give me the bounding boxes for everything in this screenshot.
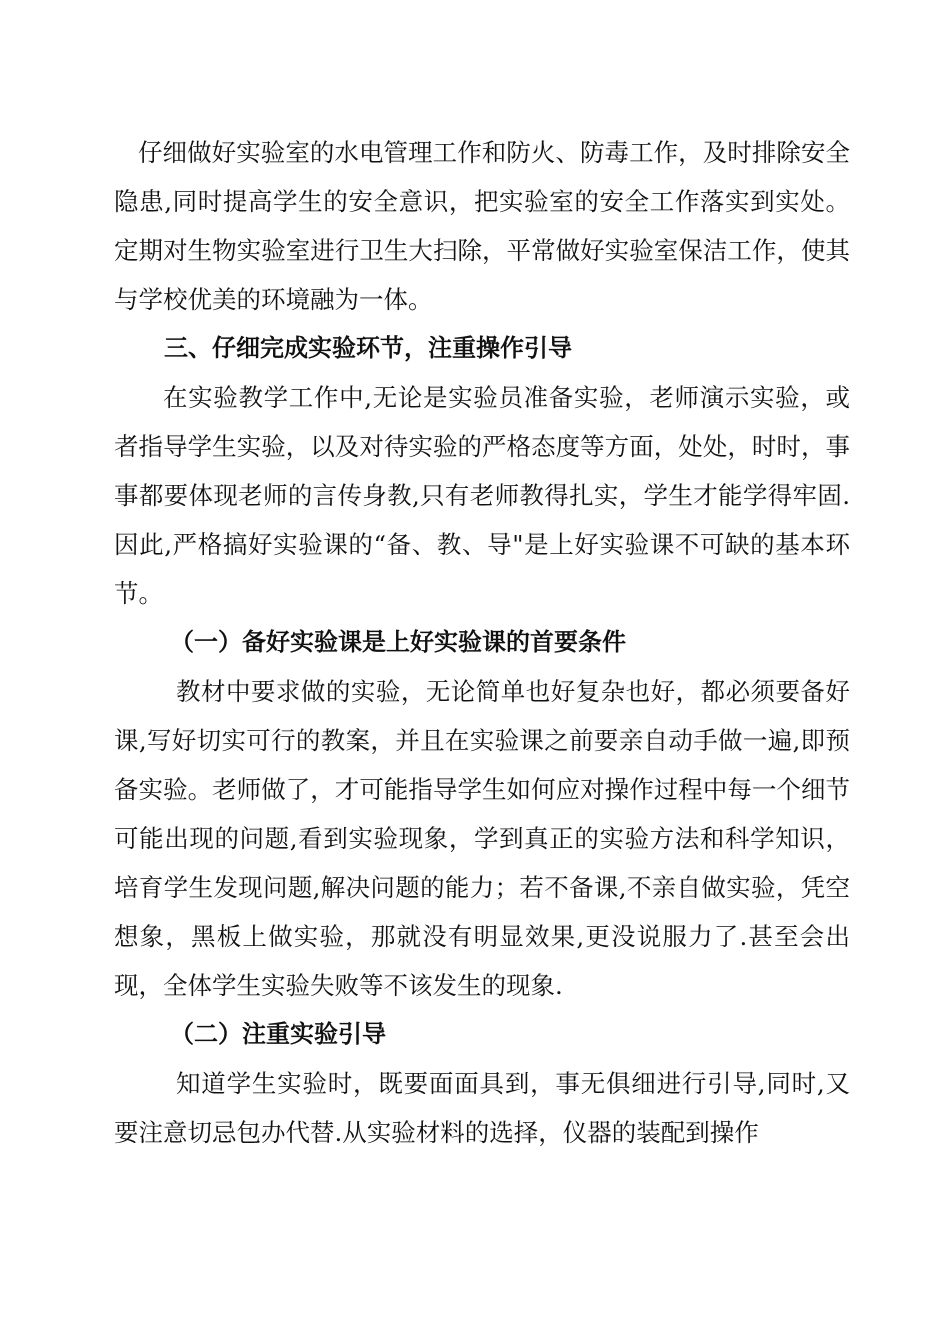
paragraph-lesson-prep: 教材中要求做的实验，无论简单也好复杂也好，都必须要备好课,写好切实可行的教案，并且在实验课之前要亲自动手做一遍,即预备实验。老师做了，才可能指导学生如何应对操作过程中每一个细节可能出现的问题,看到实验现象，学到真正的实验方法和科学知识，培育学生发现问题,解决问题的能力；若不备课,不亲自做实验，凭空想象，黑板上做实验，那就没有明显效果,更没说服力了.甚至会出现，全体学生实验失败等不该发生的现象. (114, 677, 850, 1000)
paragraph-experiment-guidance: 知道学生实验时，既要面面具到，事无俱细进行引导,同时,又要注意切忌包办代替.从实验材料的选择，仪器的装配到操作 (114, 1069, 850, 1147)
paragraph-experiment-teaching: 在实验教学工作中,无论是实验员准备实验，老师演示实验，或者指导学生实验，以及对待实验的严格态度等方面，处处，时时，事事都要体现老师的言传身教,只有老师教得扎实，学生才能学得牢固.因此,严格搞好实验课的“备、教、导"是上好实验课不可缺的基本环节。 (114, 383, 850, 608)
paragraph-lab-safety: 仔细做好实验室的水电管理工作和防火、防毒工作，及时排除安全隐患,同时提高学生的安全意识，把实验室的安全工作落实到实处。定期对生物实验室进行卫生大扫除，平常做好实验室保洁工作，使其与学校优美的环境融为一体。 (114, 138, 850, 314)
subsection-heading-2: （二）注重实验引导 (170, 1020, 386, 1048)
document-page (114, 128, 850, 1157)
subsection-heading-1: （一）备好实验课是上好实验课的首要条件 (170, 628, 626, 656)
section-heading-3: 三、仔细完成实验环节，注重操作引导 (164, 334, 572, 362)
